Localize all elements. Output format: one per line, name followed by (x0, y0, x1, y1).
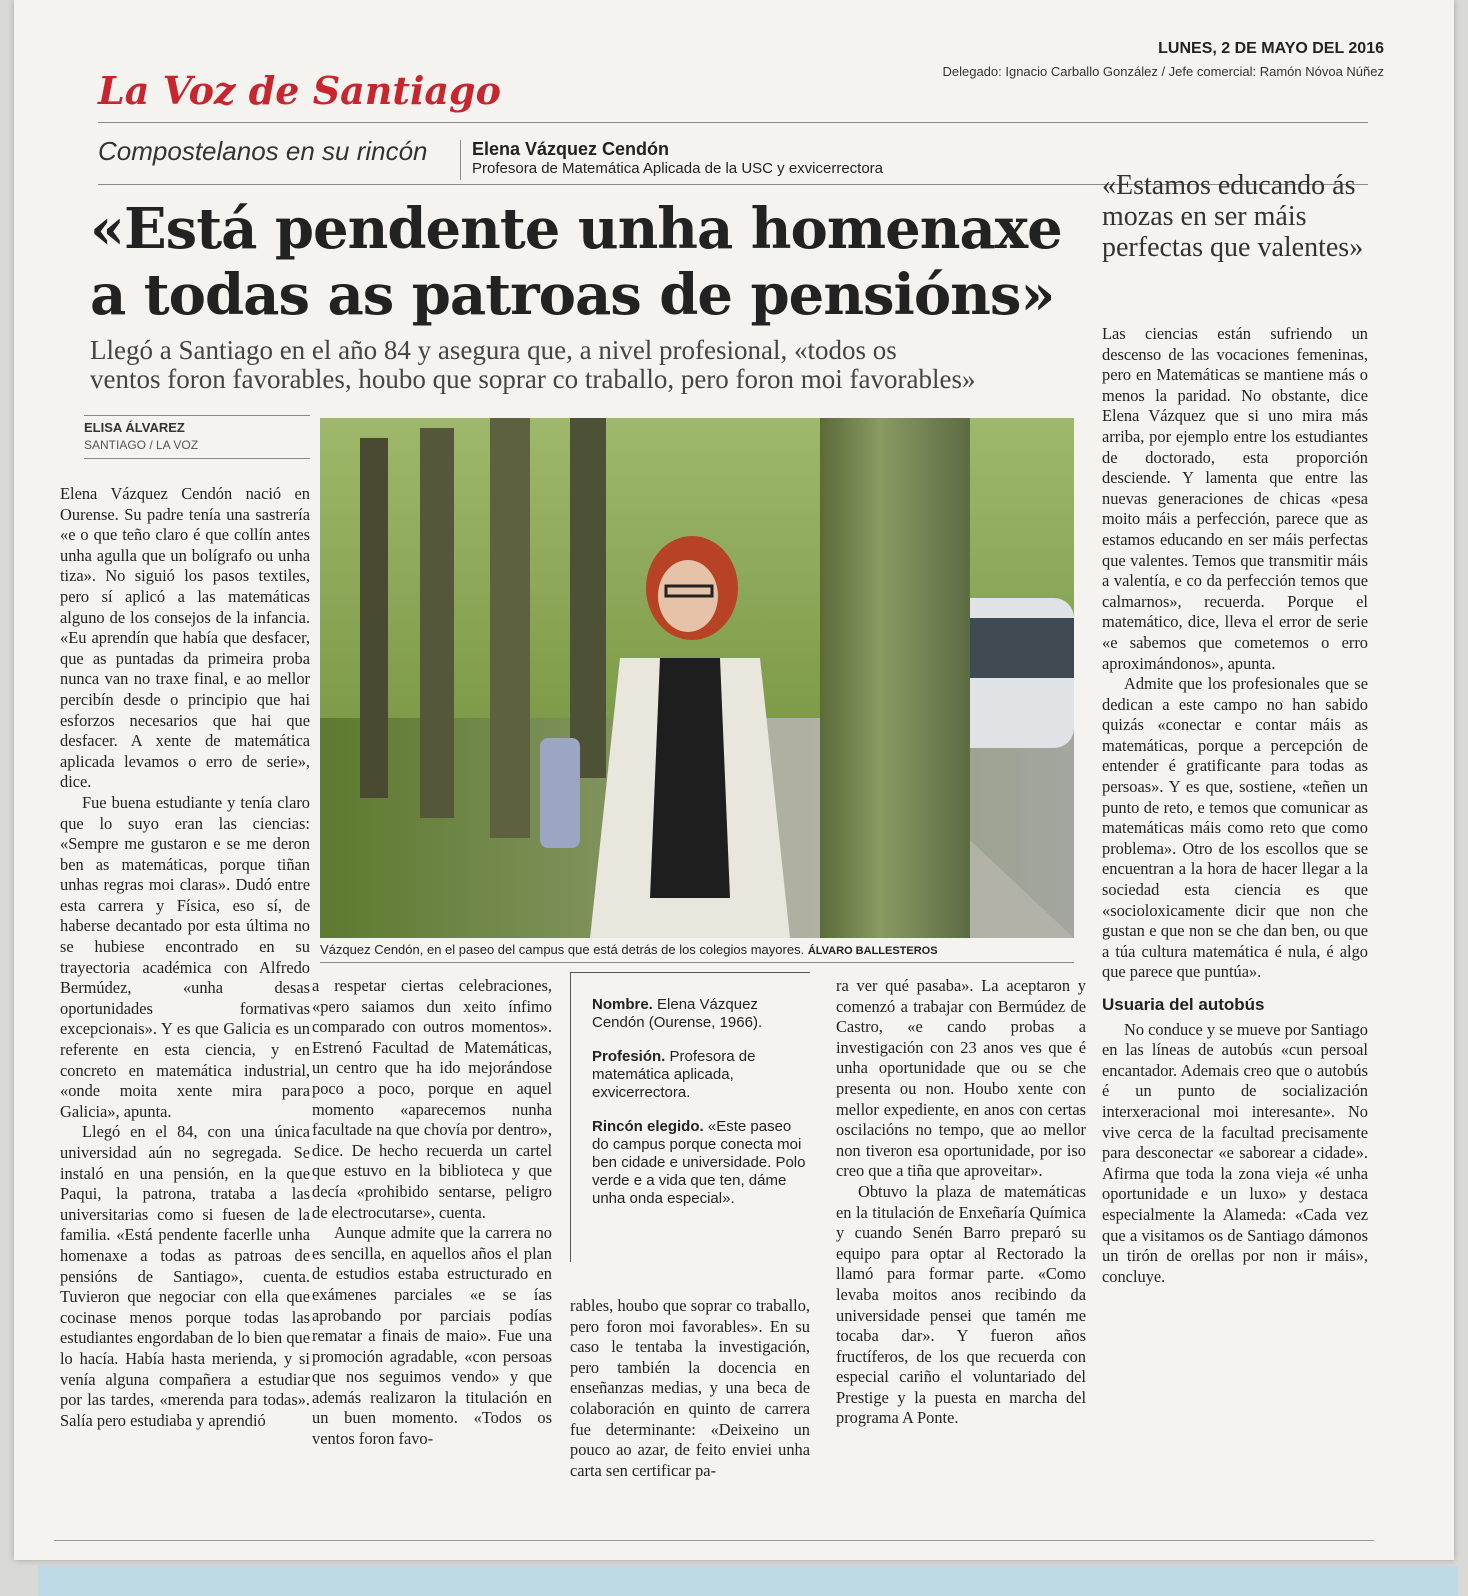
factbox-name: Nombre. Elena Vázquez Cendón (Ourense, 1966). (592, 996, 763, 1031)
paragraph: rables, houbo que soprar co traballo, pero foron moi favorables». En su caso le tentaba la investigación, pero también la docencia en enseñanzas medias, y una beca de colaboración en quinto de carrera fue determinante: «Deixeino un pouco ao azar, de feito enviei unha carta sen certificar pa- (570, 1296, 810, 1480)
article-column-3 (570, 1296, 810, 1481)
subheadline (90, 336, 1090, 394)
headline-line-1: «Está pendente unha homenaxe (90, 196, 1062, 262)
paragraph: Las ciencias están sufriendo un descenso de las vocaciones femeninas, pero en Matemáticas se mantiene más o menos la paridad. No obstante, dice Elena Vázquez que si uno mira más arriba, por ejemplo entre los estudiantes de doctorado, esta proporción desciende. Y lamenta que entre las nuevas generaciones de chicas «pesa moito máis a perfección, parece que as estamos educando en ser máis perfectas que valentes. Temos que transmitir máis a valentía, e co da perfección temos que calmarnos», recuerda. Porque el matemático, dice, lleva el error de serie «e sabemos que cometemos o erro aproximándonos», apunta. (1102, 324, 1368, 673)
section-title: Compostelanos en su rincón (98, 136, 428, 166)
issue-date: LUNES, 2 DE MAYO DEL 2016 (1158, 40, 1384, 57)
pull-quote: «Estamos educando ás mozas en ser máis perfectas que valentes» (1102, 170, 1364, 263)
paragraph: ra ver qué pasaba». La aceptaron y comenzó a trabajar con Bermúdez de Castro, «e cando probas a investigación con 23 anos ves que é unha oportunidade que ou se che presenta ou non. Houbo xente con mellor expediente, en anos con certas oscilacións no tempo, que ao mellor non tiveron esa oportunidade, por iso creo que a tiña que aproveitar». (836, 976, 1086, 1181)
section-subheading: Usuaria del autobús (1102, 995, 1265, 1014)
article-column-2 (312, 976, 552, 1450)
photo-caption (320, 942, 1074, 957)
adjacent-page-strip (38, 1566, 1458, 1596)
byline-bottom-rule (84, 458, 310, 459)
interviewee-role: Profesora de Matemática Aplicada de la USC y exvicerrectora (472, 160, 884, 177)
masthead-logo: La Voz de Santiago (98, 68, 501, 113)
page-bottom-rule (54, 1540, 1374, 1541)
paragraph: Elena Vázquez Cendón nació en Ourense. Su padre tenía una sastrería «e o que teño claro é que collín antes unha agulla que un bolígrafo ou unha tiza». No siguió los pasos textiles, pero sí aplicó a las matemáticas alguno de los consejos de la infancia. «Eu aprendín que había que desfacer, que as puntadas da primeira proba nunca van no traxe final, e ao mellor percibín desde o principio que hai esforzos necesarios que hai que desfacer. A xente de matemática aplicada levamos o erro de serie», dice. (60, 484, 310, 792)
byline-location: SANTIAGO / LA VOZ (84, 438, 199, 452)
subhead-line-2: ventos foron favorables, houbo que soprar co traballo, pero foron moi favorables» (90, 364, 976, 394)
factbox (570, 972, 810, 1272)
byline-author: ELISA ÁLVAREZ (84, 420, 185, 435)
photo-credit: ÁLVARO BALLESTEROS (807, 945, 938, 957)
masthead-rule (98, 122, 1368, 123)
factbox-profession: Profesión. Profesora de matemática aplicada, exvicerrectora. (592, 1048, 756, 1101)
newspaper-page (14, 0, 1454, 1560)
article-column-4 (836, 976, 1086, 1429)
paragraph: Admite que los profesionales que se dedican a este campo no han sabido quizás «conectar e contar máis as matemáticas, porque a percepción de entender é gratificante para todas as persoas». Y es que, sostiene, «teñen un punto de reto, e temos que comunicar as matemáticas máis como reto que como problema». Otro de los escollos que se encuentran a la hora de hacer llegar a la sociedad esta ciencia es que «socioloxicamente dicir que non che gustan e que non se che dan ben, ou que a túa cultura matemática é nula, é algo que parece que puntúa». (1102, 674, 1368, 982)
factbox-spot: Rincón elegido. «Este paseo do campus porque conecta moi ben cidade e universidade. Polo verde e a vida que ten, dáme unha onda especial». (592, 1118, 806, 1207)
paragraph: a respetar ciertas celebraciones, «pero saiamos dun xeito ínfimo comparado con outros momentos». Estrenó Facultad de Matemáticas, un centro que ha ido mejorándose poco a poco, porque en aquel momento «aparecemos nunha facultade na que chovía por dentro», dice. De hecho recuerda un cartel que estuvo en la biblioteca y que decía «prohibido sentarse, peligro de electrocutarse», cuenta. (312, 976, 552, 1222)
caption-rule (320, 962, 1074, 963)
headline-line-2: a todas as patroas de pensións» (90, 262, 1055, 328)
paragraph: Fue buena estudiante y tenía claro que lo suyo eran las ciencias: «Sempre me gustaron e se me deron ben as matemáticas, porque tiñan unhas regras moi claras». Dudó entre esta carrera y Física, eso sí, de haberse decantado por esta última no se hubiese encontrado en su trayectoria académica con Alfredo Bermúdez, «unha desas oportunidades formativas excepcionais». Y es que Galicia es un referente en esta ciencia, y en concreto en matemática industrial, «onde moita xente mira para Galicia», apunta. (60, 792, 310, 1121)
headline (90, 196, 1090, 328)
paragraph: Obtuvo la plaza de matemáticas en la titulación de Enxeñaría Química y cuando Senén Barro preparó su equipo para optar al Rectorado la llamó para formar parte. «Como levaba moitos anos recibindo da universidade pensei que tamén me tocaba dar». Y fueron años fructíferos, de los que recuerda con especial cariño el voluntariado del Prestige y la puesta en marcha del programa A Ponte. (836, 1181, 1086, 1428)
article-column-5 (1102, 324, 1368, 1287)
interviewee-name: Elena Vázquez Cendón (472, 139, 670, 159)
section-divider (460, 140, 461, 180)
paragraph: No conduce y se mueve por Santiago en las líneas de autobús «cun persoal encantador. Ademais creo que o autobús é un punto de socialización interxeracional moi interesante». No vive cerca de la facultad precisamente para desconectar «e saborear a cidade». Afirma que toda la zona vieja «é unha oportunidade e un luxo» y destaca especialmente la Alameda: «Cada vez que a visitamos os de Santiago dámonos un tirón de orellas por non ir máis», concluye. (1102, 1019, 1368, 1286)
paragraph: Llegó en el 84, con una única universidad aún no segregada. Se instaló en una pensión, en la que Paqui, la patrona, trataba a las universitarias como si fuesen de la familia. «Está pendente facerlle unha homenaxe a todas as patroas de pensións de Santiago», cuenta. Tuvieron que negociar con ella que cocinase menos porque todas las estudiantes engordaban de lo bien que lo hacía. Había hasta merienda, y si venía alguna compañera a estudiar por las tardes, «merenda para todas». Salía pero estudiaba y aprendió (60, 1122, 310, 1430)
subhead-line-1: Llegó a Santiago en el año 84 y asegura que, a nivel profesional, «todos os (90, 335, 897, 365)
article-photo (320, 418, 1074, 938)
staff-credits: Delegado: Ignacio Carballo González / Jefe comercial: Ramón Nóvoa Núñez (942, 64, 1384, 79)
article-column-1 (60, 484, 310, 1431)
paragraph: Aunque admite que la carrera no es sencilla, en aquellos años el plan de estudios estaba estructurado en exámenes parciales «e se ías aprobando por parciais podías rematar a finais de maio». Fue una promoción agradable, «con persoas que nos seguimos vendo» y que además realizaron la titulación en un buen momento. «Todos os ventos foron favo- (312, 1223, 552, 1449)
caption-text: Vázquez Cendón, en el paseo del campus que está detrás de los colegios mayores. (320, 942, 805, 957)
photo-illustration (320, 418, 1074, 938)
byline-rule (84, 415, 310, 416)
